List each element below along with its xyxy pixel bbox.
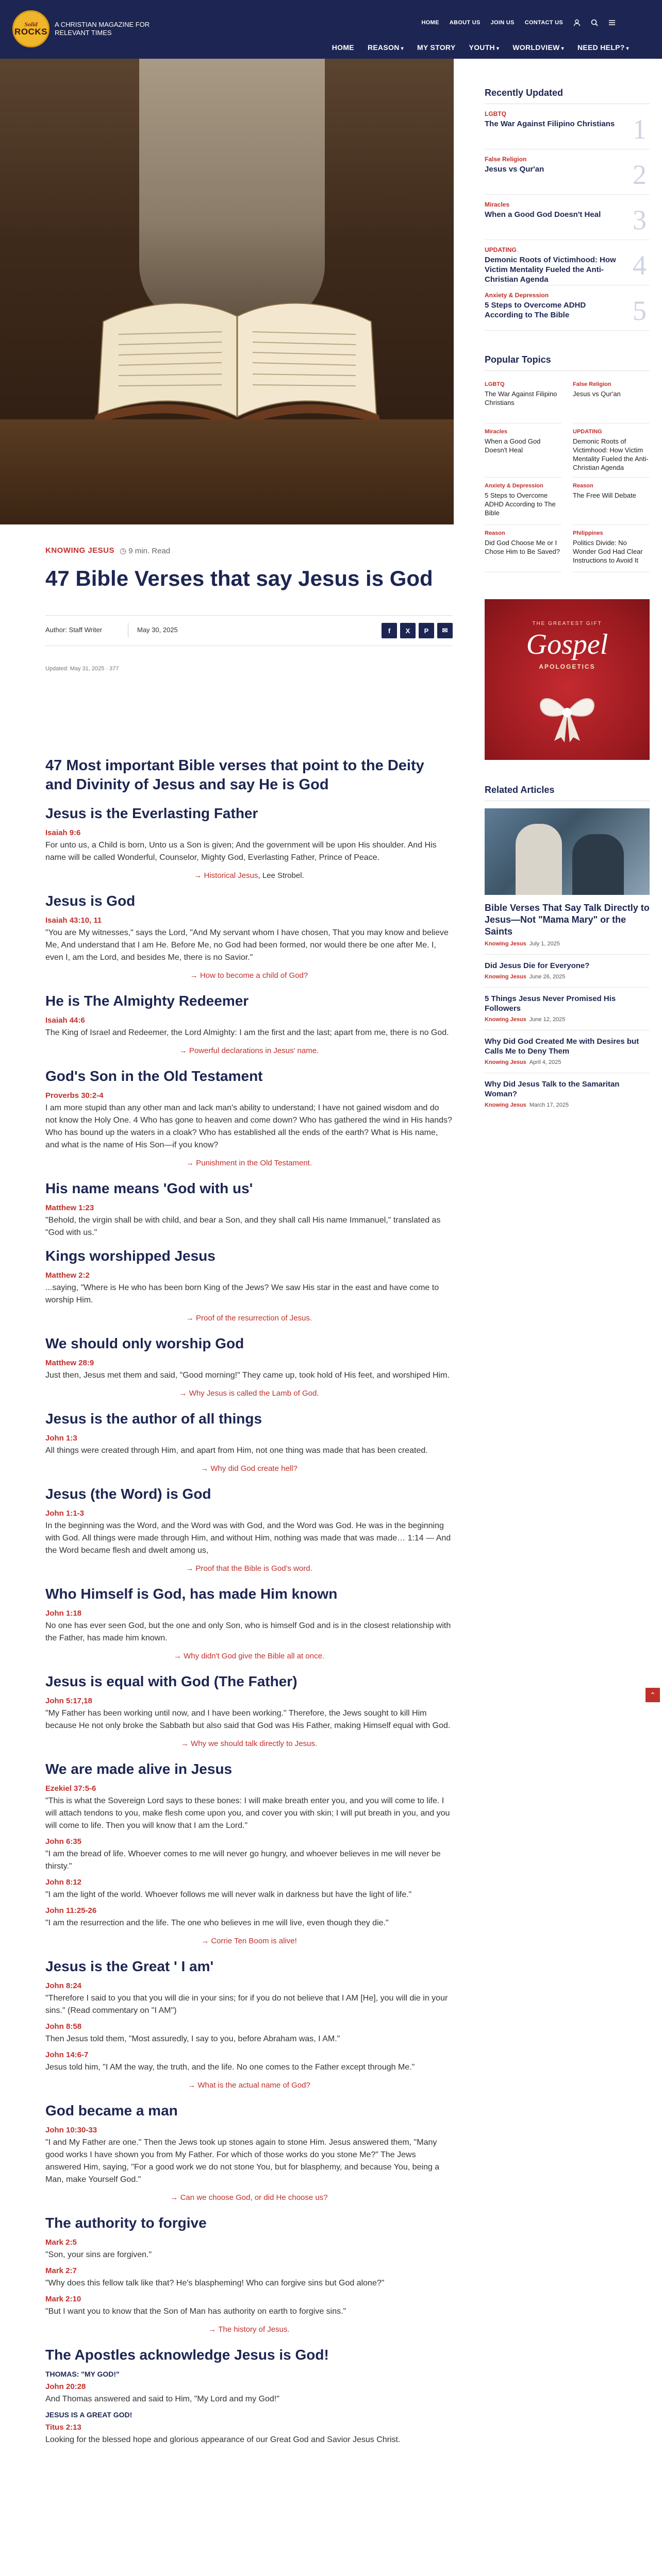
related-articles-heading: Related Articles	[485, 785, 650, 801]
section-heading: Jesus (the Word) is God	[45, 1486, 211, 1502]
verse-reference[interactable]: Matthew 2:2	[45, 1271, 90, 1280]
section-heading: The Apostles acknowledge Jesus is God!	[45, 2347, 329, 2363]
recent-item-number: 3	[633, 205, 647, 235]
verse-reference[interactable]: JESUS IS A GREAT GOD!	[45, 2411, 133, 2419]
popular-topic-tag[interactable]: LGBTQ	[485, 381, 505, 387]
updated-date: Updated: May 31, 2025 · 377	[45, 666, 119, 672]
related-link-label[interactable]: How to become a child of God?	[200, 971, 308, 980]
related-articles-list	[485, 954, 650, 1108]
arrow-right-icon: →	[201, 1937, 211, 1945]
nav-need-help[interactable]	[577, 43, 629, 52]
chevron-down-icon: ▾	[401, 46, 404, 52]
popular-topic-title[interactable]: Jesus vs Qur'an	[573, 390, 621, 398]
logo-line1: Solid	[24, 21, 38, 28]
topnav-home[interactable]: HOME	[421, 20, 439, 26]
verse-reference[interactable]: John 1:1-3	[45, 1509, 85, 1518]
section-heading: We should only worship God	[45, 1335, 244, 1351]
related-link[interactable]	[45, 1314, 453, 1323]
arrow-right-icon: →	[186, 1314, 196, 1323]
recent-item-number: 4	[633, 250, 647, 281]
related-link[interactable]	[45, 1389, 453, 1398]
related-link-label[interactable]: Why didn't God give the Bible all at once.	[184, 1652, 325, 1660]
popular-topic-tag[interactable]: False Religion	[573, 381, 611, 387]
related-link[interactable]	[45, 1564, 453, 1573]
related-link[interactable]	[45, 1739, 453, 1748]
verse-reference[interactable]: John 1:3	[45, 1434, 77, 1443]
related-link[interactable]	[45, 1937, 453, 1945]
read-time	[120, 546, 170, 555]
arrow-right-icon: →	[194, 871, 204, 880]
verse-text: All things were created through Him, and apart from Him, not one thing was made that has been created.	[45, 1446, 428, 1455]
verse-text: And Thomas answered and said to Him, "My Lord and my God!"	[45, 2395, 279, 2403]
related-link[interactable]	[45, 1046, 453, 1055]
related-article-title[interactable]: Why Did God Created Me with Desires but Calls Me to Deny Them	[485, 1037, 639, 1056]
recent-item-title[interactable]: When a Good God Doesn't Heal	[485, 210, 601, 219]
related-article-category[interactable]: Knowing Jesus	[485, 1016, 526, 1023]
menu-icon[interactable]	[608, 19, 616, 26]
verse-text: The King of Israel and Redeemer, the Lord Almighty: I am the first and the last; apart from me, there is no God.	[45, 1028, 449, 1037]
related-link[interactable]	[45, 2193, 453, 2202]
verse-reference[interactable]: Mark 2:10	[45, 2295, 81, 2303]
arrow-right-icon: →	[180, 1739, 191, 1748]
recent-item[interactable]	[485, 104, 650, 149]
verse-text: "But I want you to know that the Son of Man has authority on earth to forgive sins."	[45, 2307, 346, 2316]
verse-reference[interactable]: John 8:58	[45, 2022, 82, 2031]
popular-topic-item[interactable]	[573, 525, 650, 572]
article-title: 47 Bible Verses that say Jesus is God	[45, 566, 433, 590]
related-link-label[interactable]: Can we choose God, or did He choose us?	[180, 2193, 328, 2202]
recent-item-tag[interactable]: UPDATING	[485, 246, 517, 253]
related-link-label[interactable]: Why we should talk directly to Jesus.	[191, 1739, 318, 1748]
verse-text: No one has ever seen God, but the one and only Son, who is himself God and is in the closest relationship with the Father, has made him known.	[45, 1621, 451, 1642]
popular-topics-heading: Popular Topics	[485, 354, 650, 371]
arrow-right-icon: →	[190, 971, 200, 980]
section-heading: He is The Almighty Redeemer	[45, 993, 249, 1009]
popular-topic-item[interactable]	[485, 376, 561, 423]
related-link[interactable]	[45, 1159, 453, 1167]
section-heading: Kings worshipped Jesus	[45, 1248, 216, 1264]
related-link-suffix: , Lee Strobel.	[258, 871, 304, 880]
verse-reference[interactable]: Isaiah 43:10, 11	[45, 916, 102, 925]
arrow-right-icon: →	[170, 2193, 180, 2202]
top-nav	[422, 19, 616, 26]
verse-reference[interactable]: Isaiah 9:6	[45, 828, 81, 837]
related-link-label[interactable]: Proof of the resurrection of Jesus.	[196, 1314, 312, 1323]
related-article-meta	[485, 1102, 650, 1108]
section-heading: Jesus is the Everlasting Father	[45, 805, 258, 821]
arrow-right-icon: →	[186, 1564, 196, 1573]
arrow-right-icon: →	[179, 1046, 189, 1055]
recent-item-number: 1	[633, 114, 647, 145]
arrow-right-icon: →	[208, 2325, 219, 2334]
recent-item-title[interactable]: Demonic Roots of Victimhood: How Victim Mentality Fueled the Anti-Christian Agenda	[485, 256, 616, 284]
user-icon[interactable]	[573, 19, 581, 26]
verse-reference[interactable]: John 14:6-7	[45, 2050, 89, 2059]
section-heading: God's Son in the Old Testament	[45, 1068, 263, 1084]
arrow-right-icon: →	[188, 2081, 198, 2090]
related-link-label[interactable]: What is the actual name of God?	[197, 2081, 310, 2090]
related-article-date: June 12, 2025	[529, 1016, 566, 1023]
gift-bow-icon	[536, 687, 598, 743]
section-heading: Who Himself is God, has made Him known	[45, 1586, 338, 1602]
verse-reference[interactable]: Matthew 1:23	[45, 1204, 94, 1212]
related-link-label[interactable]: Punishment in the Old Testament.	[196, 1159, 312, 1167]
open-bible-illustration	[82, 285, 392, 440]
verse-reference[interactable]: Matthew 28:9	[45, 1359, 94, 1367]
popular-topic-item[interactable]	[485, 525, 561, 572]
verse-reference[interactable]: John 5:17,18	[45, 1697, 92, 1705]
recent-item-tag[interactable]: False Religion	[485, 156, 527, 163]
facebook-share-button[interactable]: f	[382, 623, 397, 638]
site-header	[0, 0, 662, 59]
verse-reference[interactable]: John 10:30-33	[45, 2126, 97, 2134]
related-article-item[interactable]	[485, 954, 650, 980]
recently-updated-heading: Recently Updated	[485, 88, 650, 104]
related-article-date: June 26, 2025	[529, 974, 566, 980]
related-article-title[interactable]: Why Did Jesus Talk to the Samaritan Woman?	[485, 1080, 620, 1098]
topnav-join[interactable]: JOIN US	[490, 20, 515, 26]
recent-item[interactable]	[485, 195, 650, 240]
email-share-button[interactable]: ✉	[437, 623, 453, 638]
verse-reference[interactable]: Isaiah 44:6	[45, 1016, 85, 1025]
verse-text: "I and My Father are one." Then the Jews took up stones again to stone Him. Jesus answered them, "Many good works I have shown you from My Father. For which of those works do you stone Me?" The Jews answered Him, saying, "For a good work we do not stone You, but for blasphemy, and because You, being a Man, make Yourself God."	[45, 2138, 440, 2184]
recently-updated-list	[485, 104, 650, 331]
recent-item-tag[interactable]: Anxiety & Depression	[485, 292, 549, 299]
related-link[interactable]	[45, 871, 453, 880]
popular-topic-title[interactable]: 5 Steps to Overcome ADHD According to The Bible	[485, 492, 556, 517]
ad-line2: Gospel	[526, 629, 608, 660]
nav-reason[interactable]	[368, 43, 404, 52]
related-article-meta	[485, 1016, 650, 1023]
popular-topic-item[interactable]	[573, 423, 650, 478]
related-link[interactable]	[45, 2081, 453, 2090]
recent-item-tag[interactable]: Miracles	[485, 201, 510, 208]
clock-icon: ◷	[120, 547, 129, 555]
verse-text: Jesus told him, "I AM the way, the truth, and the life. No one comes to the Father except through Me."	[45, 2063, 415, 2072]
popular-topic-title[interactable]: When a Good God Doesn't Heal	[485, 437, 541, 454]
verse-reference[interactable]: John 6:35	[45, 1837, 82, 1846]
verse-text: "I am the bread of life. Whoever comes to me will never go hungry, and whoever believes in me will never be thirsty."	[45, 1850, 441, 1871]
verse-reference[interactable]: THOMAS: "MY GOD!"	[45, 2370, 120, 2378]
ad-line3: APOLOGETICS	[539, 663, 595, 670]
nav-need-help-label: NEED HELP?	[577, 43, 625, 52]
related-link-label[interactable]: Historical Jesus	[204, 871, 258, 880]
topnav-contact[interactable]: CONTACT US	[524, 20, 563, 26]
related-main-category[interactable]: Knowing Jesus	[485, 941, 526, 947]
section-heading: Jesus is the author of all things	[45, 1411, 262, 1427]
verse-text: ...saying, "Where is He who has been born King of the Jews? We saw His star in the east and have come to worship Him.	[45, 1283, 439, 1304]
related-article-main-title[interactable]: Bible Verses That Say Talk Directly to Jesus—Not "Mama Mary" or the Saints	[485, 903, 650, 937]
verse-reference[interactable]: Ezekiel 37:5-6	[45, 1784, 96, 1793]
popular-topic-title[interactable]: The Free Will Debate	[573, 492, 636, 499]
verse-reference[interactable]: John 1:18	[45, 1609, 82, 1618]
related-link-label[interactable]: Proof that the Bible is God's word.	[195, 1564, 312, 1573]
section-heading: We are made alive in Jesus	[45, 1761, 233, 1777]
verse-reference[interactable]: Proverbs 30:2-4	[45, 1091, 104, 1100]
hero-image	[0, 59, 454, 524]
verse-reference[interactable]: Titus 2:13	[45, 2423, 81, 2432]
verse-text: In the beginning was the Word, and the Word was with God, and the Word was God. He was in the beginning with God. All things were made through Him, and without Him, nothing was made that was made… 1:14 — And the Word became flesh and dwelt among us,	[45, 1521, 451, 1555]
verse-text: Then Jesus told them, "Most assuredly, I say to you, before Abraham was, I AM."	[45, 2035, 340, 2043]
section-heading: Jesus is the Great ' I am'	[45, 1958, 214, 1974]
related-article-image[interactable]	[485, 808, 650, 895]
sidebar	[485, 88, 650, 1108]
popular-topic-tag[interactable]: Philippines	[573, 530, 603, 536]
related-main-date: July 1, 2025	[529, 941, 560, 947]
related-link-label[interactable]: Why did God create hell?	[210, 1464, 297, 1473]
section-heading: Jesus is equal with God (The Father)	[45, 1673, 297, 1689]
recent-item-title[interactable]: Jesus vs Qur'an	[485, 165, 544, 174]
ad-line1: THE GREATEST GIFT	[532, 621, 602, 626]
nav-youth-label: YOUTH	[469, 43, 495, 52]
verse-text: "Son, your sins are forgiven."	[45, 2250, 152, 2259]
popular-topic-tag[interactable]: Reason	[485, 530, 505, 536]
verse-text: I am more stupid than any other man and lack man's ability to understand; I have not gained wisdom and do not know the Holy One. 4 Who has gone to heaven and come down? Who has gathered the wind in His hands? Who has bound up the waters in a cloak? Who has established all the ends of the earth? What is His name, and what is the name of His Son—if you know?	[45, 1104, 452, 1149]
verse-reference[interactable]: John 20:28	[45, 2382, 86, 2391]
x-share-button[interactable]: X	[400, 623, 416, 638]
verse-reference[interactable]: Mark 2:7	[45, 2266, 77, 2275]
back-to-top-button[interactable]: ⌃	[646, 1688, 660, 1702]
related-article-title[interactable]: Did Jesus Die for Everyone?	[485, 961, 590, 970]
verse-text: For unto us, a Child is born, Unto us a Son is given; And the government will be upon His shoulder. And His name will be called Wonderful, Counselor, Mighty God, Everlasting Father, Prince of Peace.	[45, 841, 437, 862]
popular-topic-item[interactable]	[485, 423, 561, 478]
section-heading: His name means 'God with us'	[45, 1180, 253, 1196]
popular-topic-tag[interactable]: Reason	[573, 483, 593, 489]
section-heading: God became a man	[45, 2103, 178, 2119]
related-link[interactable]	[45, 2325, 453, 2334]
verse-text: "I am the resurrection and the life. The one who believes in me will live, even though they die."	[45, 1919, 389, 1927]
popular-topic-title[interactable]: Did God Choose Me or I Chose Him to Be Saved?	[485, 539, 560, 555]
site-tagline: A CHRISTIAN MAGAZINE FOR RELEVANT TIMES	[55, 21, 150, 37]
related-article-item[interactable]	[485, 1030, 650, 1065]
article-category[interactable]: KNOWING JESUS	[45, 546, 115, 555]
verse-text: "You are My witnesses," says the Lord, "And My servant whom I have chosen, That you may know and believe Me, And understand that I am He. Before Me, no God had been formed, nor would there be one after Me. I, even I, am the Lord, and besides Me, there is no Savior."	[45, 928, 449, 962]
verse-text: "Why does this fellow talk like that? He's blaspheming! Who can forgive sins but God alone?"	[45, 2279, 385, 2287]
related-article-meta	[485, 974, 650, 980]
related-article-date: March 17, 2025	[529, 1102, 569, 1108]
read-time-label: 9 min. Read	[128, 547, 171, 555]
nav-my-story[interactable]: MY STORY	[417, 43, 456, 52]
article-body	[45, 756, 453, 2451]
popular-topics-grid	[485, 376, 650, 572]
verse-text: "This is what the Sovereign Lord says to these bones: I will make breath enter you, and you will come to life. I will attach tendons to you, make flesh come upon you, and cover you with skin; I will put breath in you, and you will come to life. Then you will know that I am the Lord."	[45, 1797, 450, 1830]
chevron-down-icon: ▾	[561, 46, 564, 52]
verse-text: "Therefore I said to you that you will die in your sins; for if you do not believe that I AM [He], you will die in your sins." (Read commentary on "I AM")	[45, 1994, 448, 2015]
related-article-category[interactable]: Knowing Jesus	[485, 1059, 526, 1065]
related-article-main-meta	[485, 941, 650, 947]
verse-text: "Behold, the virgin shall be with child, and bear a Son, and they shall call His name Immanuel," translated as "God with us."	[45, 1216, 441, 1237]
main-nav	[332, 43, 629, 52]
intro-heading: 47 Most important Bible verses that point to the Deity and Divinity of Jesus and say He is God	[45, 757, 424, 793]
related-article-date: April 4, 2025	[529, 1059, 561, 1065]
recent-item-tag[interactable]: LGBTQ	[485, 110, 506, 117]
site-logo[interactable]	[12, 10, 49, 47]
verse-reference[interactable]: John 8:24	[45, 1981, 82, 1990]
verse-text: Just then, Jesus met them and said, "Good morning!" They came up, took hold of His feet, and worshiped Him.	[45, 1371, 450, 1380]
logo-line2: ROCKS	[14, 27, 47, 37]
verse-reference[interactable]: John 11:25-26	[45, 1906, 97, 1915]
recent-item[interactable]	[485, 285, 650, 331]
related-link[interactable]	[45, 971, 453, 980]
recent-item-number: 2	[633, 159, 647, 190]
popular-topic-tag[interactable]: Miracles	[485, 429, 508, 435]
related-link-label[interactable]: The history of Jesus.	[218, 2325, 290, 2334]
nav-youth[interactable]	[469, 43, 499, 52]
related-article-item[interactable]	[485, 1073, 650, 1108]
popular-topic-tag[interactable]: Anxiety & Depression	[485, 483, 543, 489]
recent-item[interactable]	[485, 149, 650, 195]
arrow-right-icon: →	[179, 1389, 189, 1398]
verse-reference[interactable]: John 8:12	[45, 1878, 82, 1887]
nav-reason-label: REASON	[367, 43, 400, 52]
section-heading: Jesus is God	[45, 893, 136, 909]
gospel-apologetics-ad[interactable]	[485, 599, 650, 760]
related-article-category[interactable]: Knowing Jesus	[485, 974, 526, 980]
related-article-title[interactable]: 5 Things Jesus Never Promised His Followers	[485, 994, 616, 1013]
section-heading: The authority to forgive	[45, 2215, 207, 2231]
topnav-about[interactable]: ABOUT US	[449, 20, 481, 26]
related-article-item[interactable]	[485, 987, 650, 1023]
related-link[interactable]	[45, 1652, 453, 1660]
author[interactable]: Author: Staff Writer	[45, 626, 103, 634]
related-link-label[interactable]: Corrie Ten Boom is alive!	[211, 1937, 297, 1945]
popular-topic-item[interactable]	[573, 376, 650, 423]
verse-text: "My Father has been working until now, and I have been working." Therefore, the Jews sought to kill Him because He not only broke the Sabbath but also said that God was His Father, making Himself equal with God.	[45, 1709, 451, 1730]
popular-topic-title[interactable]: The War Against Filipino Christians	[485, 390, 557, 406]
share-buttons	[382, 623, 453, 638]
verse-text: "I am the light of the world. Whoever follows me will never walk in darkness but have the light of life."	[45, 1890, 412, 1899]
pinterest-share-button[interactable]: P	[419, 623, 434, 638]
related-link-label[interactable]: Why Jesus is called the Lamb of God.	[189, 1389, 319, 1398]
verse-text: Looking for the blessed hope and glorious appearance of our Great God and Savior Jesus Christ.	[45, 2435, 401, 2444]
search-icon[interactable]	[591, 19, 598, 26]
nav-worldview-label: WORLDVIEW	[512, 43, 560, 52]
byline	[45, 615, 453, 646]
verse-reference[interactable]: Mark 2:5	[45, 2238, 77, 2247]
arrow-right-icon: →	[201, 1464, 211, 1473]
recent-item-title[interactable]: The War Against Filipino Christians	[485, 120, 615, 128]
recent-item[interactable]	[485, 240, 650, 285]
popular-topic-tag[interactable]: UPDATING	[573, 429, 602, 435]
chevron-down-icon: ▾	[496, 46, 500, 52]
related-link[interactable]	[45, 1464, 453, 1473]
arrow-right-icon: →	[173, 1652, 184, 1660]
recent-item-title[interactable]: 5 Steps to Overcome ADHD According to The Bible	[485, 301, 586, 319]
related-link-label[interactable]: Powerful declarations in Jesus' name.	[189, 1046, 319, 1055]
recent-item-number: 5	[633, 295, 647, 326]
arrow-right-icon: →	[186, 1159, 196, 1167]
popular-topic-title[interactable]: Demonic Roots of Victimhood: How Victim Mentality Fueled the Anti-Christian Agenda	[573, 437, 649, 471]
hero-table	[0, 419, 454, 524]
publish-date: May 30, 2025	[137, 626, 178, 634]
nav-home[interactable]: HOME	[332, 43, 354, 52]
nav-worldview[interactable]	[512, 43, 564, 52]
popular-topic-item[interactable]	[485, 478, 561, 525]
related-article-meta	[485, 1059, 650, 1065]
popular-topic-title[interactable]: Politics Divide: No Wonder God Had Clear Instructions to Avoid It	[573, 539, 643, 564]
chevron-down-icon: ▾	[626, 46, 629, 52]
related-article-category[interactable]: Knowing Jesus	[485, 1102, 526, 1108]
popular-topic-item[interactable]	[573, 478, 650, 525]
